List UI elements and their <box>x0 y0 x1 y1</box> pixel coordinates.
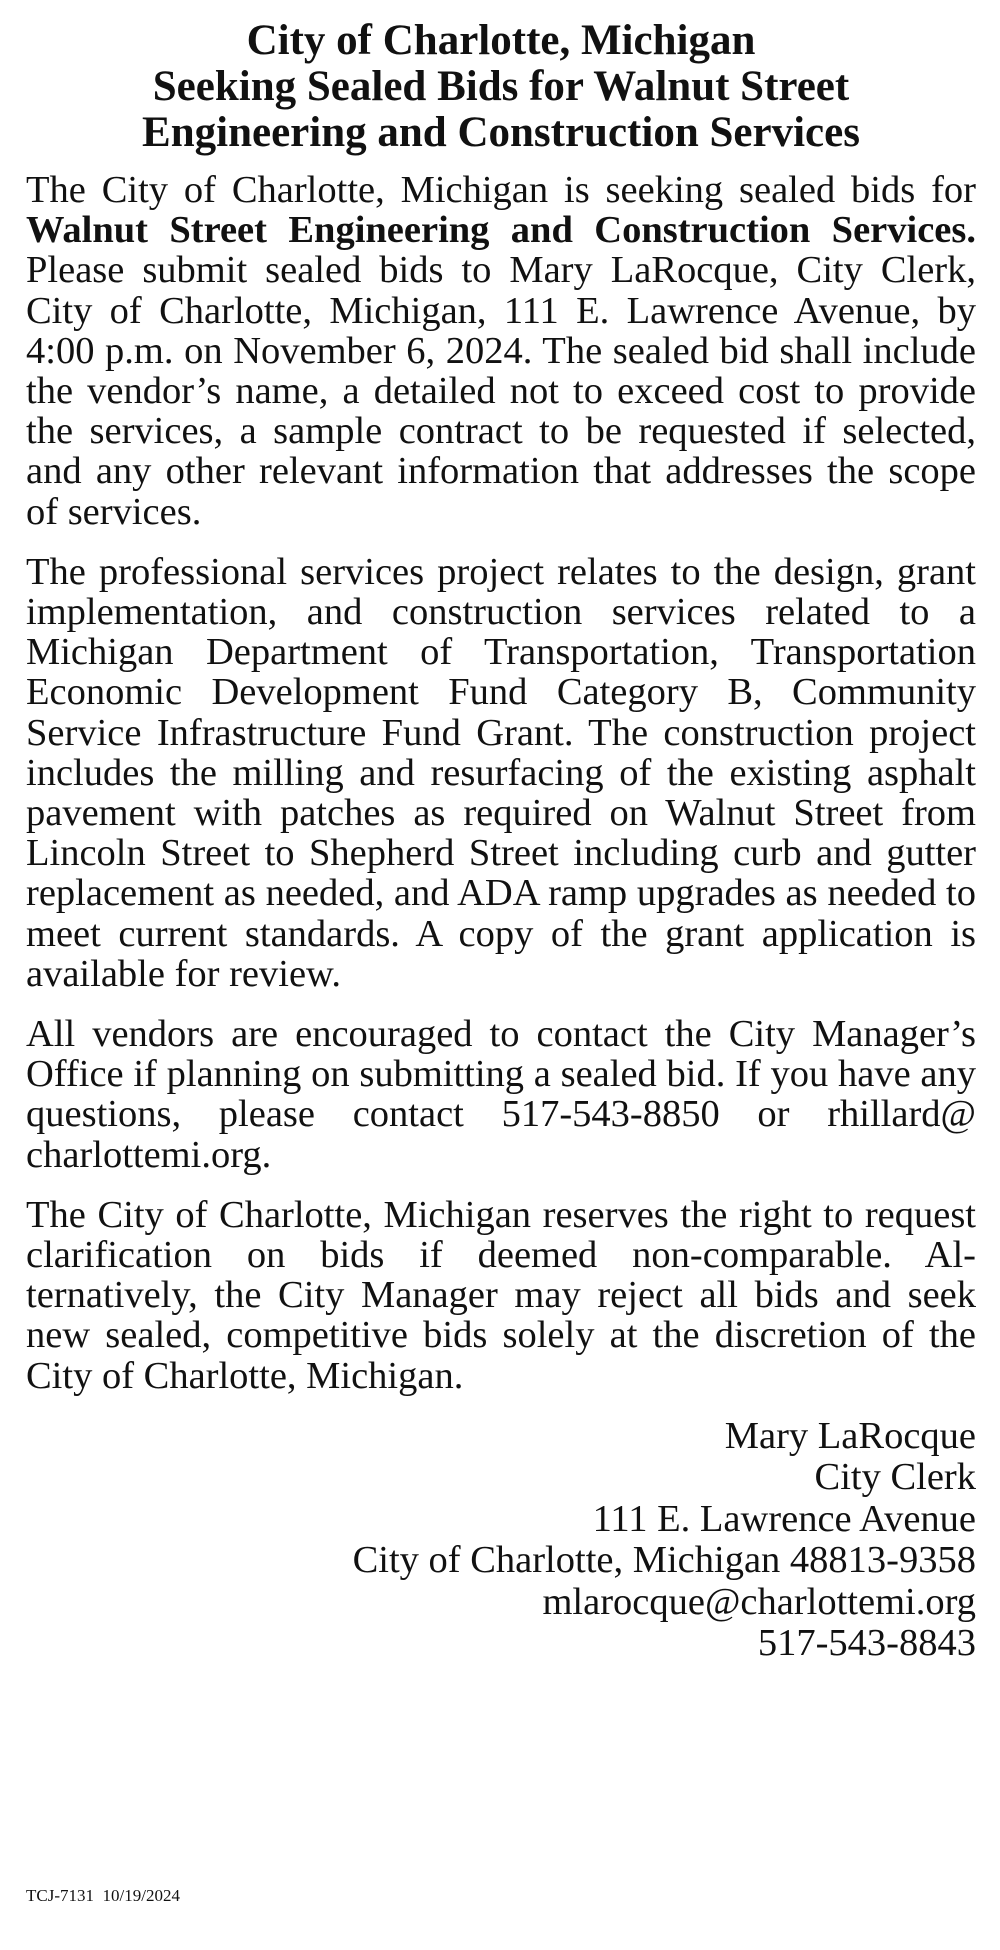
paragraph-contact: All vendors are encouraged to contact the City Manager’s Office if planning on submitting a sealed bid. If you have any questions, please contact 517-543-8850 or rhillard@ charlottemi.org. <box>26 1013 976 1176</box>
title-line-1: City of Charlotte, Michigan <box>246 17 756 64</box>
signature-city: City of Charlotte, Michigan 48813-9358 <box>352 1539 976 1582</box>
paragraph-bid-request <box>26 170 976 532</box>
notice-title <box>26 18 976 156</box>
project-name-bold: Walnut Street Engineering and Construction Services. <box>26 209 976 252</box>
footer-date: 10/19/2024 <box>102 1886 180 1905</box>
signature-block <box>26 1416 976 1665</box>
signature-role: City Clerk <box>814 1456 976 1499</box>
signature-address: 111 E. Lawrence Avenue <box>592 1497 976 1540</box>
signature-phone: 517-543-8843 <box>757 1622 976 1665</box>
title-line-2: Seeking Sealed Bids for Walnut Street <box>152 63 850 110</box>
paragraph-reservation: The City of Charlotte, Michigan reserves the right to request clarification on bids if deemed non-comparable. Alternatively, the City Manager may reject all bids and seek new sealed, competitive bids solely at the discretion of the City of Charlotte, Michigan. <box>26 1193 976 1397</box>
footer-code: TCJ-7131 <box>26 1886 94 1905</box>
publication-footer <box>26 1886 180 1906</box>
paragraph-project-scope: The professional services project relates to the design, grant implementation, and construction services related to a Michigan Department of Transportation, Transportation Economic Development Fund Category B, Community Service Infrastructure Fund Grant. The construction project includes the milling and resurfacing of the existing asphalt pavement with patches as required on Walnut Street from Lincoln Street to Shepherd Street including curb and gutter replacement as needed, and ADA ramp upgrades as needed to meet current standards. A copy of the grant application is available for review. <box>26 550 976 995</box>
paragraph-1-rest: Please submit sealed bids to Mary LaRocque, City Clerk, City of Charlotte, Michigan, 111 E. Lawrence Avenue, by 4:00 p.m. on November 6, 2024. The sealed bid shall include the vendor’s name, a detailed not to exceed cost to provide the services, a sample contract to be requested if selected, and any other relevant information that addresses the scope of services. <box>26 249 976 533</box>
paragraph-1-lead: The City of Charlotte, Michigan is seeking sealed bids for <box>26 169 976 211</box>
signature-name: Mary LaRocque <box>724 1414 976 1457</box>
title-line-3: Engineering and Construction Services <box>142 109 860 156</box>
signature-email: mlarocque@charlottemi.org <box>542 1580 976 1623</box>
